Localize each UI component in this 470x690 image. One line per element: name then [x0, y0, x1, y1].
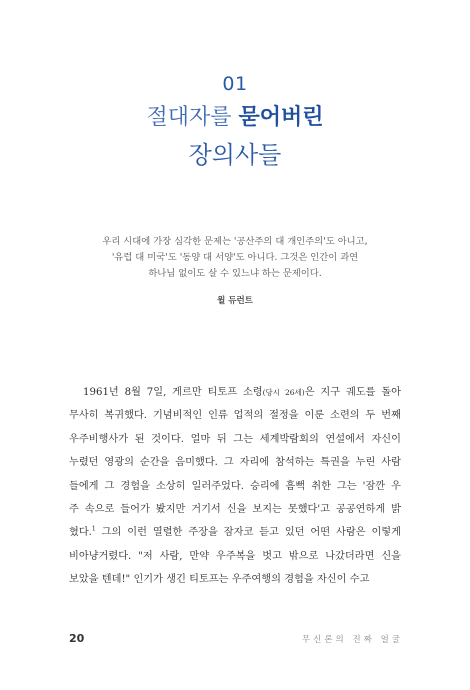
body-line: 비아냥거렸다. "저 사람, 만약 우주복을 벗고 밖으로 나갔더라면 신을	[69, 550, 401, 562]
body-line: 우주비행사가 된 것이다. 얼마 뒤 그는 세계박람회의 연설에서 자신이	[69, 433, 401, 445]
chapter-title-light: 절대자를	[146, 105, 239, 130]
chapter-title-line1	[0, 100, 470, 131]
body-line: 보았을 텐데!" 인기가 생긴 티토프는 우주여행의 경험을 자신이 수고	[69, 574, 370, 586]
chapter-title-line2: 장의사들	[188, 141, 282, 169]
body-aside: (당시 26세)	[262, 388, 305, 397]
body-text-segment: 그의 이런 열렬한 주장을 잠자코 듣고 있던 어떤 사람은 이렇게	[95, 527, 401, 539]
epigraph	[0, 234, 470, 282]
footnote-marker: 1	[91, 526, 96, 534]
epigraph-author: 윌 듀런트	[217, 296, 253, 306]
body-text-segment: 1961년 8월 7일, 게르만 티토프 소령	[83, 387, 263, 398]
body-text-segment: 혔다.	[69, 527, 92, 539]
body-line: 누렸던 영광의 순간을 음미했다. 그 자리에 참석하는 특권을 누린 사람	[69, 457, 401, 469]
body-line: 무사히 복귀했다. 기념비적인 인류 업적의 절정을 이룬 소련의 두 번째	[69, 410, 401, 422]
body-paragraph	[69, 381, 401, 592]
chapter-title-bold: 묻어버린	[238, 105, 324, 130]
running-footer-title: 무신론의 진짜 얼굴	[301, 635, 403, 645]
page-number: 20	[69, 632, 85, 645]
body-line	[69, 521, 401, 544]
epigraph-line: 우리 시대에 가장 심각한 문제는 '공산주의 대 개인주의'도 아니고,	[102, 236, 368, 247]
body-line: 주 속으로 들어가 봤지만 거기서 신을 보지는 못했다'고 공공연하게 밝	[69, 504, 401, 516]
body-line	[69, 381, 401, 404]
epigraph-line: '유럽 대 미국'도 '동양 대 서양'도 아니다. 그것은 인간이 과연	[111, 252, 359, 263]
epigraph-line: 하나님 없이도 살 수 있느냐 하는 문제이다.	[148, 268, 322, 279]
body-line: 들에게 그 경험을 소상히 일러주었다. 승리에 흠뻑 취한 그는 '잠깐 우	[69, 480, 401, 492]
chapter-number: 01	[222, 73, 248, 95]
body-text-segment: 은 지구 궤도를 돌아	[304, 387, 401, 398]
